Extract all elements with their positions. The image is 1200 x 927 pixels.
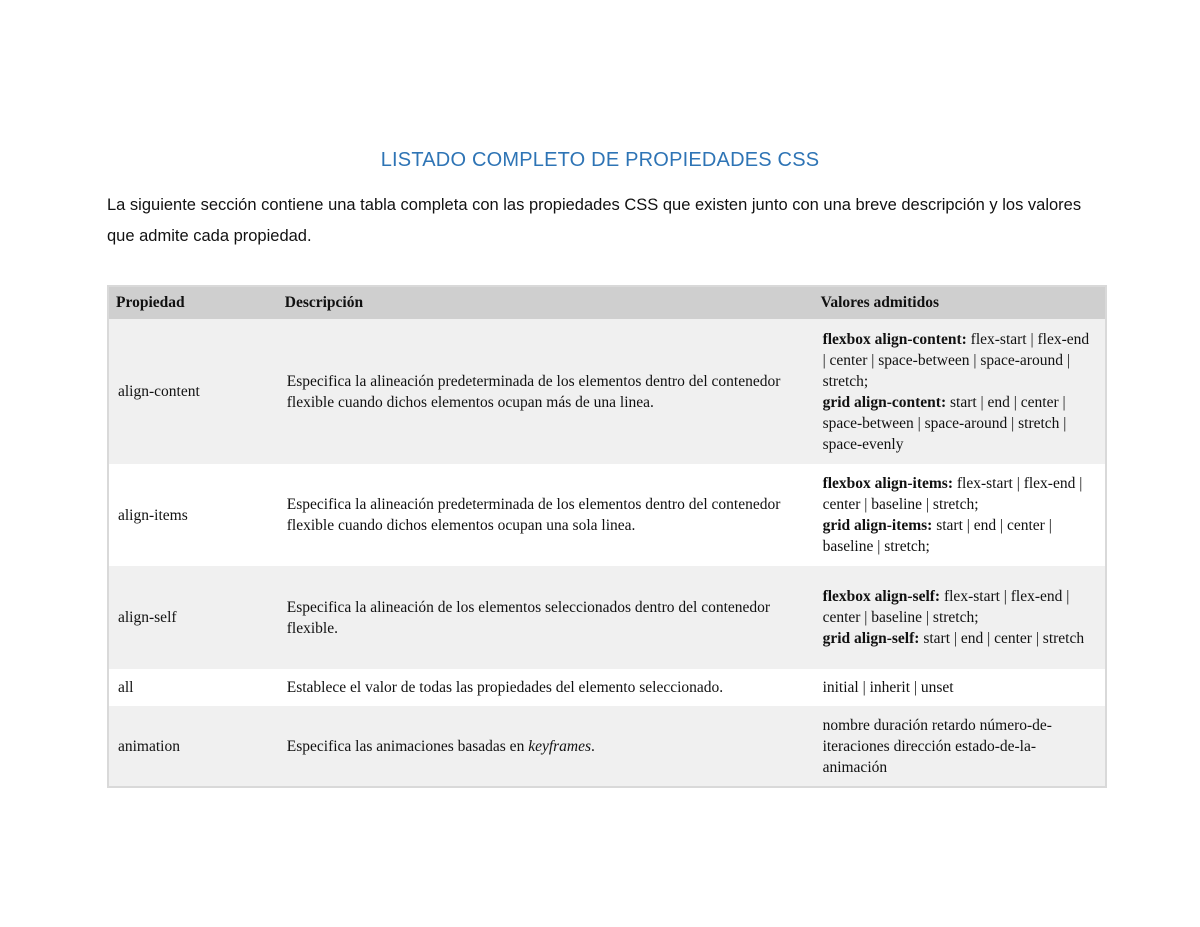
- property-description: Establece el valor de todas las propiedades del elemento seleccionado.: [278, 669, 814, 706]
- property-name: align-items: [108, 464, 278, 566]
- property-description: Especifica la alineación predeterminada de los elementos dentro del contenedor flexible cuando dichos elementos ocupan una sola linea.: [278, 464, 814, 566]
- description-suffix: .: [591, 737, 595, 755]
- header-valores: Valores admitidos: [814, 286, 1106, 319]
- property-values: [814, 464, 1106, 566]
- property-description: [278, 706, 814, 787]
- values-text: start | end | center | stretch: [919, 630, 1085, 647]
- values-text: flex-start | flex-end | center | baseline | stretch;: [822, 588, 1070, 626]
- values-label: flexbox align-self:: [822, 588, 941, 605]
- property-values: [814, 319, 1106, 464]
- page-title: LISTADO COMPLETO DE PROPIEDADES CSS: [380, 149, 820, 171]
- property-name: align-self: [108, 566, 278, 669]
- property-description: Especifica la alineación de los elementos seleccionados dentro del contenedor flexible.: [278, 566, 814, 669]
- property-values: nombre duración retardo número-de-iteraciones dirección estado-de-la-animación: [814, 706, 1106, 787]
- table-row: [108, 319, 1106, 464]
- table-row: [108, 464, 1106, 566]
- intro-paragraph: La siguiente sección contiene una tabla completa con las propiedades CSS que existen junto con una breve descripción y los valores que admite cada propiedad.: [107, 196, 1082, 245]
- property-values: initial | inherit | unset: [814, 669, 1106, 706]
- keyframes-term: keyframes: [528, 737, 592, 755]
- values-label: grid align-content:: [822, 393, 947, 411]
- table-row: [108, 566, 1106, 669]
- property-name: all: [108, 669, 278, 706]
- property-description: Especifica la alineación predeterminada de los elementos dentro del contenedor flexible cuando dichos elementos ocupan más de una linea.: [278, 319, 814, 464]
- property-values: [814, 566, 1106, 669]
- header-descripcion: Descripción: [278, 286, 814, 319]
- values-text: start | end | center | space-between | space-around | stretch | space-evenly: [822, 393, 1067, 453]
- values-text: start | end | center | baseline | stretch;: [822, 517, 1052, 555]
- table-row: [108, 706, 1106, 787]
- table-row: [108, 669, 1106, 706]
- values-label: flexbox align-items:: [822, 475, 954, 492]
- property-name: animation: [108, 706, 278, 787]
- values-text: flex-start | flex-end | center | baseline | stretch;: [822, 475, 1083, 513]
- values-label: flexbox align-content:: [822, 330, 967, 348]
- property-name: align-content: [108, 319, 278, 464]
- css-properties-table: [107, 285, 1107, 788]
- table-header-row: [108, 286, 1106, 319]
- values-label: grid align-self:: [822, 630, 920, 647]
- description-text: Especifica las animaciones basadas en: [286, 737, 529, 755]
- values-text: flex-start | flex-end | center | space-between | space-around | stretch;: [822, 330, 1090, 390]
- values-label: grid align-items:: [822, 517, 933, 534]
- header-propiedad: Propiedad: [108, 286, 278, 319]
